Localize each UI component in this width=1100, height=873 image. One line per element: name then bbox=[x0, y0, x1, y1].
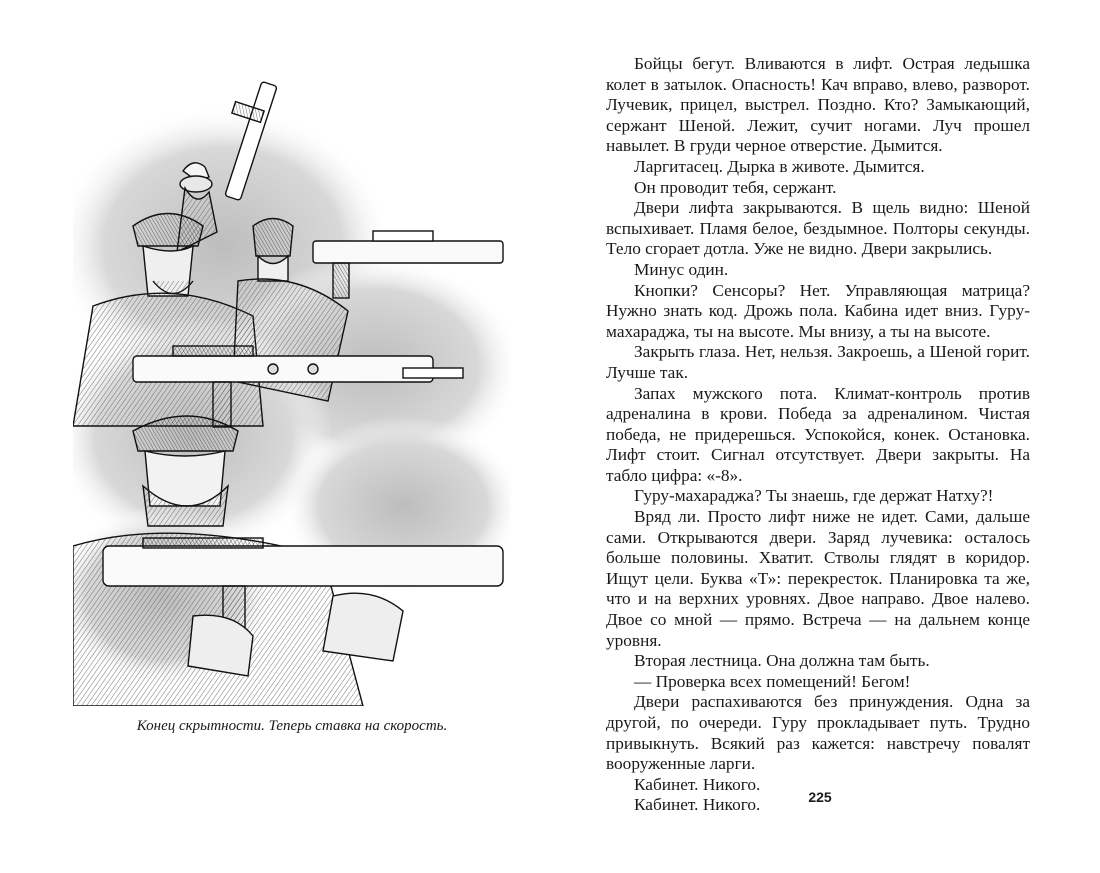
illustration bbox=[73, 76, 511, 706]
text-column bbox=[606, 54, 1030, 816]
paragraph: Кабинет. Никого. bbox=[634, 774, 761, 794]
paragraph: — Проверка всех помещений! Бегом! bbox=[634, 671, 911, 691]
paragraph: Вряд ли. Просто лифт ниже не идет. Сами, дальше сами. Открываются двери. Заряд лучевика: осталось больше половины. Хватит. Стволы глядят в коридор. Ищут цели. Буква «Т»: перекресток. Планировка та же, что и на верхних уровнях. Двое направо. Двое налево. Двое со мной — прямо. Встреча — на дальнем конце уровня. bbox=[606, 507, 1030, 650]
paragraph: Двери лифта закрываются. В щель видно: Шеной вспыхивает. Пламя белое, бездымное. Полторы секунды. Тело сгорает дотла. Уже не видно. Двери закрылись. bbox=[606, 198, 1030, 259]
paragraph: Бойцы бегут. Вливаются в лифт. Острая ледышка колет в затылок. Опасность! Кач вправо, влево, разворот. Лучевик, прицел, выстрел. Поздно. Кто? Замыкающий, сержант Шеной. Лежит, сучит ногами. Луч прошел навылет. В груди черное отверстие. Дымится. bbox=[606, 54, 1030, 156]
page-number: 225 bbox=[808, 789, 832, 805]
soldiers-illustration bbox=[73, 76, 511, 706]
paragraph: Он проводит тебя, сержант. bbox=[634, 177, 837, 197]
paragraph: Вторая лестница. Она должна там быть. bbox=[634, 651, 930, 671]
paragraph: Запах мужского пота. Климат-контроль против адреналина в крови. Победа за адреналином. Чистая победа, не придерешься. Успокойся, конек. Остановка. Лифт стоит. Сигнал отсутствует. Двери закрыты. На табло цифра: «-8». bbox=[606, 383, 1030, 485]
paragraph: Кабинет. Никого. bbox=[634, 795, 761, 815]
illustration-caption: Конец скрытности. Теперь ставка на скорость. bbox=[136, 718, 448, 734]
paragraph: Закрыть глаза. Нет, нельзя. Закроешь, а Шеной горит. Лучше так. bbox=[606, 342, 1030, 382]
paragraph: Ларгитасец. Дырка в животе. Дымится. bbox=[634, 156, 925, 176]
paragraph: Кнопки? Сенсоры? Нет. Управляющая матрица? Нужно знать код. Дрожь пола. Кабина идет вниз. Гуру-махараджа, ты на высоте. Мы внизу, а ты на высоте. bbox=[606, 280, 1030, 341]
paragraph: Минус один. bbox=[634, 259, 729, 279]
paragraph: Гуру-махараджа? Ты знаешь, где держат Натху?! bbox=[634, 486, 994, 506]
paragraph: Двери распахиваются без принуждения. Одна за другой, по очереди. Гуру прокладывает путь. Трудно привыкнуть. Всякий раз кажется: навстречу повалят вооруженные ларги. bbox=[606, 692, 1030, 774]
